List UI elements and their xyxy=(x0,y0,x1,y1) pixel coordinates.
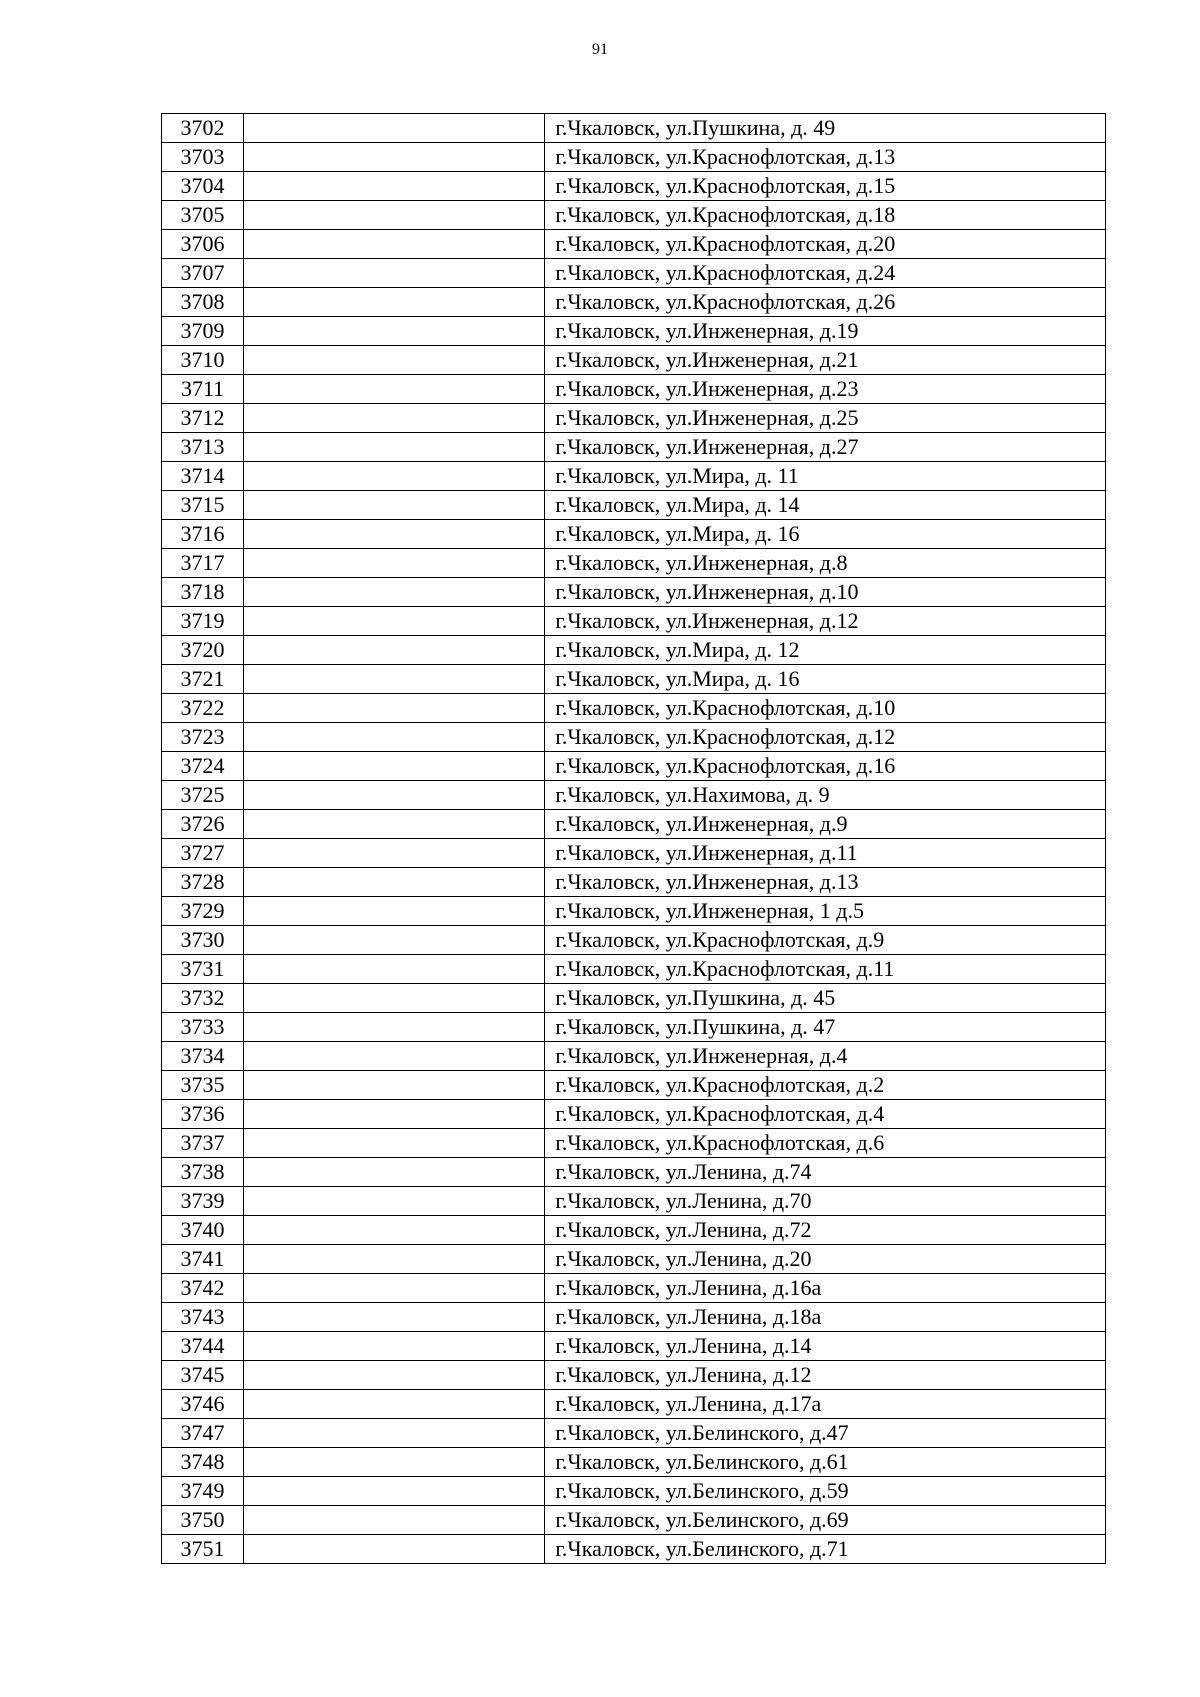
blank-cell xyxy=(244,259,545,288)
blank-cell xyxy=(244,1129,545,1158)
blank-cell xyxy=(244,1390,545,1419)
address-cell: г.Чкаловск, ул.Инженерная, 1 д.5 xyxy=(545,897,1106,926)
address-cell: г.Чкаловск, ул.Инженерная, д.25 xyxy=(545,404,1106,433)
row-number-cell: 3708 xyxy=(162,288,244,317)
row-number-cell: 3719 xyxy=(162,607,244,636)
row-number-cell: 3703 xyxy=(162,143,244,172)
row-number-cell: 3745 xyxy=(162,1361,244,1390)
address-cell: г.Чкаловск, ул.Ленина, д.70 xyxy=(545,1187,1106,1216)
row-number-cell: 3731 xyxy=(162,955,244,984)
row-number-cell: 3709 xyxy=(162,317,244,346)
address-cell: г.Чкаловск, ул.Краснофлотская, д.9 xyxy=(545,926,1106,955)
row-number-cell: 3707 xyxy=(162,259,244,288)
blank-cell xyxy=(244,1274,545,1303)
address-cell: г.Чкаловск, ул.Пушкина, д. 45 xyxy=(545,984,1106,1013)
address-cell: г.Чкаловск, ул.Краснофлотская, д.24 xyxy=(545,259,1106,288)
address-cell: г.Чкаловск, ул.Нахимова, д. 9 xyxy=(545,781,1106,810)
address-cell: г.Чкаловск, ул.Инженерная, д.21 xyxy=(545,346,1106,375)
row-number-cell: 3733 xyxy=(162,1013,244,1042)
blank-cell xyxy=(244,1448,545,1477)
address-cell: г.Чкаловск, ул.Краснофлотская, д.18 xyxy=(545,201,1106,230)
table-row xyxy=(162,1477,1106,1506)
blank-cell xyxy=(244,926,545,955)
table-row xyxy=(162,1158,1106,1187)
blank-cell xyxy=(244,636,545,665)
row-number-cell: 3724 xyxy=(162,752,244,781)
blank-cell xyxy=(244,897,545,926)
address-cell: г.Чкаловск, ул.Краснофлотская, д.11 xyxy=(545,955,1106,984)
page-number: 91 xyxy=(592,41,608,58)
row-number-cell: 3702 xyxy=(162,114,244,143)
blank-cell xyxy=(244,955,545,984)
address-cell: г.Чкаловск, ул.Инженерная, д.10 xyxy=(545,578,1106,607)
table-row xyxy=(162,839,1106,868)
table-row xyxy=(162,1303,1106,1332)
table-row xyxy=(162,172,1106,201)
address-cell: г.Чкаловск, ул.Краснофлотская, д.10 xyxy=(545,694,1106,723)
table-row xyxy=(162,723,1106,752)
table-row xyxy=(162,143,1106,172)
blank-cell xyxy=(244,839,545,868)
table-row xyxy=(162,1535,1106,1564)
blank-cell xyxy=(244,694,545,723)
blank-cell xyxy=(244,1216,545,1245)
blank-cell xyxy=(244,1303,545,1332)
blank-cell xyxy=(244,201,545,230)
row-number-cell: 3748 xyxy=(162,1448,244,1477)
blank-cell xyxy=(244,984,545,1013)
row-number-cell: 3740 xyxy=(162,1216,244,1245)
table-row xyxy=(162,520,1106,549)
blank-cell xyxy=(244,1042,545,1071)
table-row xyxy=(162,1129,1106,1158)
address-cell: г.Чкаловск, ул.Краснофлотская, д.4 xyxy=(545,1100,1106,1129)
address-cell: г.Чкаловск, ул.Краснофлотская, д.15 xyxy=(545,172,1106,201)
table-row xyxy=(162,1042,1106,1071)
address-cell: г.Чкаловск, ул.Белинского, д.61 xyxy=(545,1448,1106,1477)
table-row xyxy=(162,317,1106,346)
row-number-cell: 3706 xyxy=(162,230,244,259)
blank-cell xyxy=(244,665,545,694)
address-cell: г.Чкаловск, ул.Белинского, д.59 xyxy=(545,1477,1106,1506)
row-number-cell: 3734 xyxy=(162,1042,244,1071)
table-row xyxy=(162,752,1106,781)
blank-cell xyxy=(244,462,545,491)
address-cell: г.Чкаловск, ул.Белинского, д.69 xyxy=(545,1506,1106,1535)
address-cell: г.Чкаловск, ул.Мира, д. 12 xyxy=(545,636,1106,665)
address-cell: г.Чкаловск, ул.Краснофлотская, д.26 xyxy=(545,288,1106,317)
row-number-cell: 3725 xyxy=(162,781,244,810)
row-number-cell: 3735 xyxy=(162,1071,244,1100)
table-row xyxy=(162,810,1106,839)
table-row xyxy=(162,1390,1106,1419)
blank-cell xyxy=(244,520,545,549)
row-number-cell: 3722 xyxy=(162,694,244,723)
row-number-cell: 3714 xyxy=(162,462,244,491)
table-row xyxy=(162,955,1106,984)
blank-cell xyxy=(244,375,545,404)
table-row xyxy=(162,230,1106,259)
address-cell: г.Чкаловск, ул.Ленина, д.72 xyxy=(545,1216,1106,1245)
table-row xyxy=(162,549,1106,578)
blank-cell xyxy=(244,1477,545,1506)
table-row xyxy=(162,375,1106,404)
address-cell: г.Чкаловск, ул.Ленина, д.20 xyxy=(545,1245,1106,1274)
blank-cell xyxy=(244,1361,545,1390)
table-row xyxy=(162,1332,1106,1361)
table-row xyxy=(162,1187,1106,1216)
table-row xyxy=(162,346,1106,375)
row-number-cell: 3751 xyxy=(162,1535,244,1564)
blank-cell xyxy=(244,1071,545,1100)
blank-cell xyxy=(244,868,545,897)
blank-cell xyxy=(244,549,545,578)
table-row xyxy=(162,433,1106,462)
table-row xyxy=(162,259,1106,288)
address-cell: г.Чкаловск, ул.Пушкина, д. 47 xyxy=(545,1013,1106,1042)
address-cell: г.Чкаловск, ул.Мира, д. 16 xyxy=(545,665,1106,694)
row-number-cell: 3715 xyxy=(162,491,244,520)
row-number-cell: 3728 xyxy=(162,868,244,897)
table-row xyxy=(162,1245,1106,1274)
address-cell: г.Чкаловск, ул.Краснофлотская, д.16 xyxy=(545,752,1106,781)
row-number-cell: 3737 xyxy=(162,1129,244,1158)
row-number-cell: 3711 xyxy=(162,375,244,404)
table-row xyxy=(162,636,1106,665)
blank-cell xyxy=(244,433,545,462)
blank-cell xyxy=(244,404,545,433)
address-table xyxy=(161,113,1106,1564)
row-number-cell: 3718 xyxy=(162,578,244,607)
address-cell: г.Чкаловск, ул.Ленина, д.12 xyxy=(545,1361,1106,1390)
blank-cell xyxy=(244,1013,545,1042)
address-cell: г.Чкаловск, ул.Инженерная, д.13 xyxy=(545,868,1106,897)
row-number-cell: 3730 xyxy=(162,926,244,955)
table-row xyxy=(162,665,1106,694)
address-cell: г.Чкаловск, ул.Белинского, д.47 xyxy=(545,1419,1106,1448)
table-row xyxy=(162,1216,1106,1245)
blank-cell xyxy=(244,1100,545,1129)
row-number-cell: 3739 xyxy=(162,1187,244,1216)
address-cell: г.Чкаловск, ул.Краснофлотская, д.13 xyxy=(545,143,1106,172)
table-row xyxy=(162,926,1106,955)
blank-cell xyxy=(244,491,545,520)
row-number-cell: 3736 xyxy=(162,1100,244,1129)
blank-cell xyxy=(244,1158,545,1187)
address-cell: г.Чкаловск, ул.Мира, д. 11 xyxy=(545,462,1106,491)
blank-cell xyxy=(244,752,545,781)
row-number-cell: 3727 xyxy=(162,839,244,868)
row-number-cell: 3743 xyxy=(162,1303,244,1332)
blank-cell xyxy=(244,607,545,636)
table-row xyxy=(162,1506,1106,1535)
address-cell: г.Чкаловск, ул.Ленина, д.17а xyxy=(545,1390,1106,1419)
blank-cell xyxy=(244,230,545,259)
table-row xyxy=(162,1448,1106,1477)
address-cell: г.Чкаловск, ул.Инженерная, д.12 xyxy=(545,607,1106,636)
row-number-cell: 3720 xyxy=(162,636,244,665)
row-number-cell: 3705 xyxy=(162,201,244,230)
table-row xyxy=(162,1071,1106,1100)
address-cell: г.Чкаловск, ул.Ленина, д.14 xyxy=(545,1332,1106,1361)
address-cell: г.Чкаловск, ул.Белинского, д.71 xyxy=(545,1535,1106,1564)
row-number-cell: 3750 xyxy=(162,1506,244,1535)
address-cell: г.Чкаловск, ул.Инженерная, д.27 xyxy=(545,433,1106,462)
address-cell: г.Чкаловск, ул.Мира, д. 14 xyxy=(545,491,1106,520)
table-row xyxy=(162,868,1106,897)
address-cell: г.Чкаловск, ул.Краснофлотская, д.20 xyxy=(545,230,1106,259)
table-row xyxy=(162,1274,1106,1303)
table-row xyxy=(162,491,1106,520)
address-cell: г.Чкаловск, ул.Краснофлотская, д.6 xyxy=(545,1129,1106,1158)
row-number-cell: 3744 xyxy=(162,1332,244,1361)
table-row xyxy=(162,1361,1106,1390)
blank-cell xyxy=(244,1332,545,1361)
table-row xyxy=(162,288,1106,317)
row-number-cell: 3717 xyxy=(162,549,244,578)
blank-cell xyxy=(244,317,545,346)
blank-cell xyxy=(244,810,545,839)
table-row xyxy=(162,897,1106,926)
table-row xyxy=(162,781,1106,810)
blank-cell xyxy=(244,346,545,375)
row-number-cell: 3747 xyxy=(162,1419,244,1448)
row-number-cell: 3721 xyxy=(162,665,244,694)
row-number-cell: 3738 xyxy=(162,1158,244,1187)
row-number-cell: 3729 xyxy=(162,897,244,926)
address-cell: г.Чкаловск, ул.Инженерная, д.11 xyxy=(545,839,1106,868)
blank-cell xyxy=(244,1506,545,1535)
row-number-cell: 3712 xyxy=(162,404,244,433)
address-cell: г.Чкаловск, ул.Краснофлотская, д.2 xyxy=(545,1071,1106,1100)
address-cell: г.Чкаловск, ул.Краснофлотская, д.12 xyxy=(545,723,1106,752)
blank-cell xyxy=(244,1245,545,1274)
blank-cell xyxy=(244,781,545,810)
row-number-cell: 3746 xyxy=(162,1390,244,1419)
row-number-cell: 3741 xyxy=(162,1245,244,1274)
table-row xyxy=(162,1100,1106,1129)
blank-cell xyxy=(244,1187,545,1216)
row-number-cell: 3704 xyxy=(162,172,244,201)
blank-cell xyxy=(244,288,545,317)
table-row xyxy=(162,607,1106,636)
table-row xyxy=(162,114,1106,143)
address-table-body xyxy=(162,114,1106,1564)
blank-cell xyxy=(244,114,545,143)
table-row xyxy=(162,1013,1106,1042)
address-cell: г.Чкаловск, ул.Ленина, д.16а xyxy=(545,1274,1106,1303)
row-number-cell: 3713 xyxy=(162,433,244,462)
address-cell: г.Чкаловск, ул.Ленина, д.74 xyxy=(545,1158,1106,1187)
address-cell: г.Чкаловск, ул.Ленина, д.18а xyxy=(545,1303,1106,1332)
address-cell: г.Чкаловск, ул.Инженерная, д.19 xyxy=(545,317,1106,346)
blank-cell xyxy=(244,172,545,201)
row-number-cell: 3726 xyxy=(162,810,244,839)
table-row xyxy=(162,462,1106,491)
table-row xyxy=(162,694,1106,723)
address-cell: г.Чкаловск, ул.Инженерная, д.23 xyxy=(545,375,1106,404)
blank-cell xyxy=(244,578,545,607)
blank-cell xyxy=(244,1535,545,1564)
blank-cell xyxy=(244,723,545,752)
address-cell: г.Чкаловск, ул.Инженерная, д.8 xyxy=(545,549,1106,578)
address-cell: г.Чкаловск, ул.Пушкина, д. 49 xyxy=(545,114,1106,143)
table-row xyxy=(162,1419,1106,1448)
table-row xyxy=(162,578,1106,607)
address-cell: г.Чкаловск, ул.Инженерная, д.9 xyxy=(545,810,1106,839)
row-number-cell: 3710 xyxy=(162,346,244,375)
row-number-cell: 3716 xyxy=(162,520,244,549)
blank-cell xyxy=(244,1419,545,1448)
row-number-cell: 3732 xyxy=(162,984,244,1013)
table-row xyxy=(162,201,1106,230)
table-row xyxy=(162,404,1106,433)
row-number-cell: 3742 xyxy=(162,1274,244,1303)
address-cell: г.Чкаловск, ул.Инженерная, д.4 xyxy=(545,1042,1106,1071)
table-row xyxy=(162,984,1106,1013)
address-cell: г.Чкаловск, ул.Мира, д. 16 xyxy=(545,520,1106,549)
row-number-cell: 3723 xyxy=(162,723,244,752)
row-number-cell: 3749 xyxy=(162,1477,244,1506)
blank-cell xyxy=(244,143,545,172)
